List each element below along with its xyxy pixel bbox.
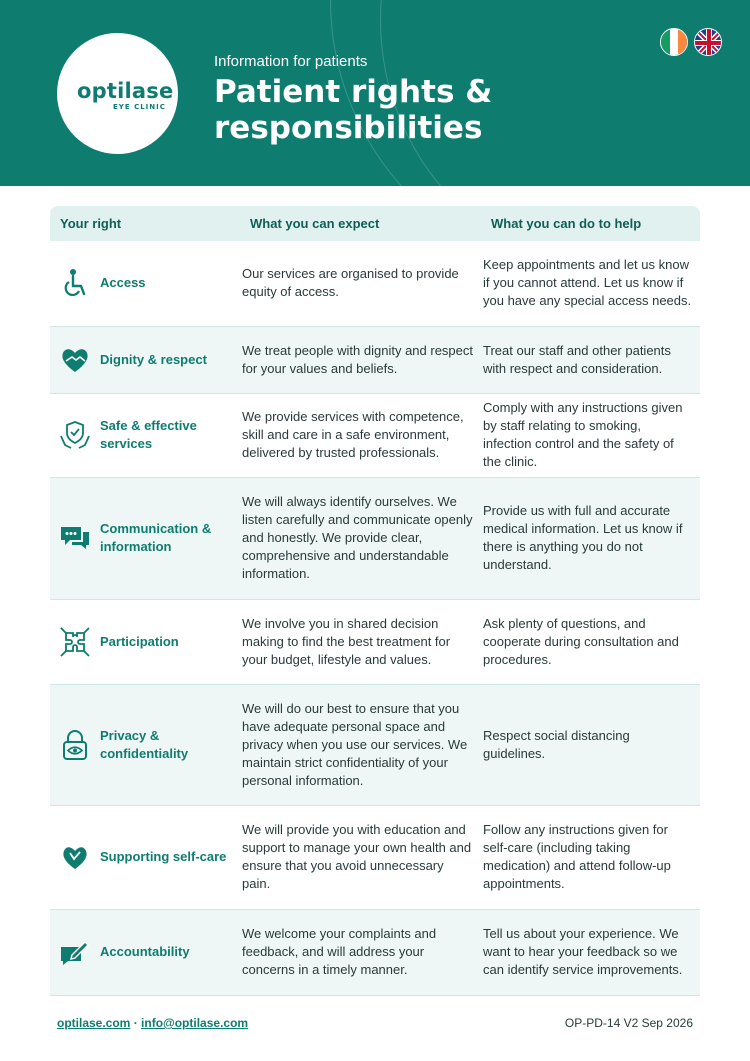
table-row [50, 477, 700, 599]
help-cell: Keep appointments and let us know if you cannot attend. Let us know if you have any special access needs. [481, 241, 700, 326]
table-row [50, 599, 700, 684]
table-row [50, 909, 700, 995]
puzzle-people-icon [58, 625, 92, 659]
title-line-1: Patient rights & [214, 74, 493, 110]
wheelchair-icon [58, 266, 92, 300]
ireland-flag-icon[interactable] [660, 28, 688, 56]
help-cell: Tell us about your experience. We want to hear your feedback so we can identify service improvements. [481, 909, 700, 995]
table-row [50, 805, 700, 909]
heart-hands-icon [58, 343, 92, 377]
chat-bubbles-icon [58, 521, 92, 555]
logo-subtitle: EYE CLINIC [113, 103, 166, 111]
title-line-2: responsibilities [214, 110, 483, 146]
pen-feedback-icon [58, 935, 92, 969]
email-link[interactable]: info@optilase.com [141, 1016, 249, 1030]
footer-links [57, 1016, 248, 1030]
column-header: Your right [50, 206, 240, 241]
table-row [50, 393, 700, 477]
padlock-eye-icon [58, 728, 92, 762]
shield-hands-icon [58, 418, 92, 452]
eyebrow-text: Information for patients [214, 53, 368, 70]
help-cell: Comply with any instructions given by staff relating to smoking, infection control and the safety of the clinic. [481, 393, 700, 477]
logo-wordmark: optilase [77, 79, 174, 103]
column-header: What you can do to help [481, 206, 700, 241]
logo [57, 33, 178, 154]
right-label: Dignity & respect [100, 351, 207, 367]
expect-cell: We welcome your complaints and feedback, and will address your concerns in a timely manner. [240, 909, 481, 995]
help-cell: Provide us with full and accurate medical information. Let us know if there is anything you do not understand. [481, 477, 700, 599]
expect-cell: We will do our best to ensure that you have adequate personal space and privacy when you use our services. We maintain strict confidentiality of your personal information. [240, 684, 481, 805]
help-cell: Ask plenty of questions, and cooperate during consultation and procedures. [481, 599, 700, 684]
website-link[interactable]: optilase.com [57, 1016, 131, 1030]
right-label: Safe & effective services [100, 418, 197, 451]
rights-table [50, 206, 700, 996]
right-label: Supporting self-care [100, 849, 227, 864]
expect-cell: Our services are organised to provide equity of access. [240, 241, 481, 326]
help-cell: Follow any instructions given for self-care (including taking medication) and attend follow-up appointments. [481, 805, 700, 909]
expect-cell: We provide services with competence, skill and care in a safe environment, delivered by trusted professionals. [240, 393, 481, 477]
column-header: What you can expect [240, 206, 481, 241]
header-banner [0, 0, 750, 186]
expect-cell: We will provide you with education and support to manage your own health and ensure that you avoid unnecessary pain. [240, 805, 481, 909]
page-title [214, 74, 534, 146]
table-row [50, 684, 700, 805]
expect-cell: We will always identify ourselves. We listen carefully and communicate openly and honestly. We provide clear, comprehensive and understandable information. [240, 477, 481, 599]
expect-cell: We involve you in shared decision making to find the best treatment for your budget, lifestyle and values. [240, 599, 481, 684]
hands-heart-icon [58, 840, 92, 874]
right-label: Participation [100, 633, 179, 649]
document-code: OP-PD-14 V2 Sep 2026 [564, 1016, 693, 1030]
table-header-row [50, 206, 700, 241]
uk-flag-icon[interactable] [694, 28, 722, 56]
table-row [50, 326, 700, 393]
footer-separator: · [130, 1016, 142, 1030]
right-label: Access [100, 275, 146, 291]
table-row [50, 241, 700, 326]
expect-cell: We treat people with dignity and respect for your values and beliefs. [240, 326, 481, 393]
right-label: Communication & information [100, 521, 212, 554]
right-label: Privacy & confidentiality [100, 727, 189, 761]
right-label: Accountability [100, 944, 190, 959]
help-cell: Treat our staff and other patients with respect and consideration. [481, 326, 700, 393]
help-cell: Respect social distancing guidelines. [481, 684, 700, 805]
